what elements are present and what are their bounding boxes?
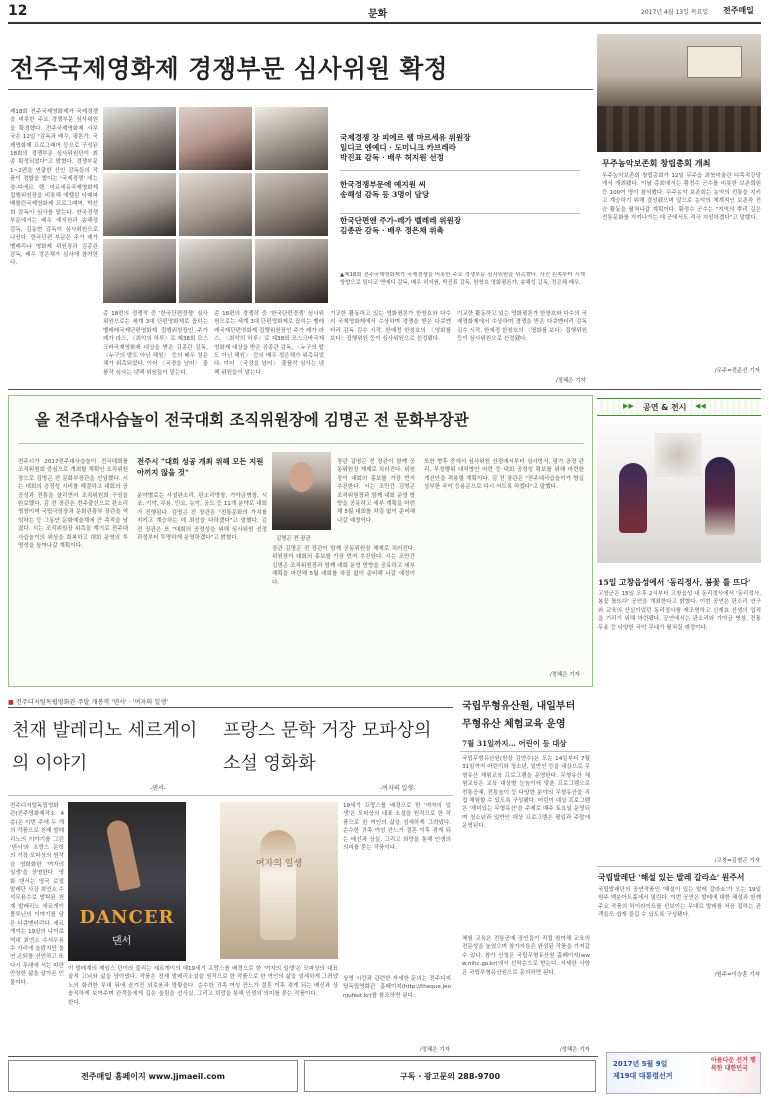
film-headline-rule [8,795,453,796]
top-body-col4: 기교한 활동하고 있는 영화평론가 한창호와 다수의 국제영화제에서 수상하며 경쟁을 받은 다큐멘터리 감독 김수 시작, 한예정 한창호의 〈영화를 보다〉집행위원 등이 심사위원으로 선정됐다. [330,311,451,343]
performer-left [619,463,647,533]
heritage-body: 국립무형유산원(원장 김연수)은 오는 14일부터 7월 31일까지 어린이와 청소년, 일반인 등을 대상으로 무형유산 체험교육 프로그램을 운영한다. 무형유산 체험교육은 교육 대상별 눈높이에 맞춘 프로그램으로 전통공예, 전통놀이 등 다양한 분야의 무형유산을 직접 체험할 수 있도록 구성됐다. 어린이 대상 프로그램은 '재미있는 무형유산'을 주제로 매주 토요일 운영되며 청소년과 일반인 대상 프로그램은 평일과 주말에 운영된다. [462,756,590,830]
heritage-body-2: 체험 교육은 전통공예 장인들이 직접 참여해 교육의 전문성을 높였으며 참가자들은 완성된 작품을 가져갈 수 있다. 참가 신청은 국립무형유산원 홈페이지(www.nihc.go.kr)에서 선착순으로 받는다. 자세한 사항은 국립무형유산원으로 문의하면 된다. [462,936,590,976]
dancer-poster-title: DANCER [79,907,175,928]
woman-body-col3: 19세기 프랑스를 배경으로 한 '여자의 일생'은 모파상의 대표 소설을 원작으로 한 작품으로 한 여인의 삶을 섬세하게 그려냈다. 순수한 귀족 여성 잔느가 결혼 이후 겪게 되는 배신과 상실, 그리고 희망을 통해 인생의 의미를 묻는 작품이다. [343,803,451,852]
jury-line-6: 한국단편엔 주가-레가 벨레레 위원장 [340,216,462,226]
ballet-gala-body: 국립발레단의 공연작품인 '해설이 있는 발레 갈라쇼'가 오는 19일 원주 백운아트홀에서 열린다. 이번 공연은 발레에 대한 해설과 함께 주요 작품의 하이라이트를 선보이는 무대로 발레를 처음 접하는 관객들도 쉽게 즐길 수 있도록 구성됐다. [598,887,761,919]
jury-subheads [340,133,580,236]
film-kicker-rule [8,707,453,708]
painted-backdrop [655,433,701,477]
gochang-body: 고창군은 15일 오후 2시부터 고창읍성 내 동리정사에서 '동리정사, 봄꽃 틀뜨다' 공연을 개최한다고 밝혔다. 이번 공연은 판소리 연구와 교육의 산실이었던 동리정사를 재조명하고 신재효 선생의 업적을 기리기 위해 마련됐다. 공연에서는 판소리와 가야금 병창, 전통무용 등 다양한 국악 무대가 펼쳐질 예정이다. [598,591,761,631]
conference-photo [597,34,761,152]
jury-divider-2 [340,213,580,214]
heritage-headline-2: 무형유산 체험교육 운영 [462,719,566,730]
jury-divider-1 [340,170,580,171]
woman-body-col4: 상영 시간과 관련한 자세한 문의는 전주디지털독립영화관 홈페이지(http://theque.jeonjufest.kr)를 참조하면 된다. [343,976,451,999]
top-byline: /정혜은 기자 [555,378,586,384]
performance-section-label: 공연 & 전시 [643,403,687,412]
dancer-figure [105,818,141,891]
dancer-poster-kr: 댄서 [112,936,132,947]
portrait-caption: 김명곤 전 장관 [276,536,311,542]
jury-photo-1 [103,107,176,170]
jury-photo-3 [255,107,328,170]
heritage-headline-1: 국립무형유산원, 내일부터 [462,701,576,712]
right-divider [597,866,761,867]
daesaseup-col4: 또한 향후 중에서 심사위원 선정에서부터 심사방식, 평가 공정 관리, 부정행위 대처방안 마련 등 대회 공정성 확보를 위해 마련한 개선안을 적용할 계획이다. 김 전 장관은 "전주대사습놀이가 명실상부한 국악 등용문으로 다시 서도록 하겠다"고 말했다. [424,459,584,491]
election-ad [606,1052,761,1094]
daesaseup-col1: 전주시가 2017전주대사습놀이 전국대회를 조직위원회 중심으로 개최할 계획인 조직위원장으로 김명곤 전 문화부장관을 선임했다. 시는 대회의 공정성 시비를 해결하고 대회의 공공성과 전통을 살리면서 조직위원회 구성을 완료했다. 김 전 장관은 전주출신으로 판소리 명창이며 국립극장장과 문화관광부 장관을 역임하는 등 그동안 문화예술계에 큰 족적을 남겼다. 시는 조직위원장 위촉을 계기로 전주대사습놀이의 위상을 회복하고 대회 운영의 투명성을 높여나갈 계획이다. [18,459,128,550]
gochang-byline: /고창=김형곤 기자 [714,858,760,864]
heritage-byline: /정혜은 기자 [559,1047,590,1053]
heritage-subhead: 7월 31일까지… 어린이 등 대상 [462,739,567,748]
issue-date: 2017년 4월 13일 목요일 [641,9,709,16]
performer-right [705,457,735,535]
jury-line-1: 국제경쟁 장 피에르 렘 마르세유 위원장 [340,133,471,142]
daesaseup-rule [18,443,584,444]
top-headline-rule [8,89,593,90]
kicker-bullet-icon: ■ [8,699,16,706]
performance-arrows-icon: ▶▶ [623,402,634,410]
portrait-face [289,462,314,492]
footer-rule [8,1056,598,1057]
top-photo-caption: ▲제18회 전주국제영화제가 국제경쟁을 비롯한 주요 경쟁부문 심사위원을 위촉했다. 사진 왼쪽부터 시계방향으로 일디코 엔예디 감독, 배우 허지원, 박진표 감독, 한창호 영화평론가, 송해성 감독, 정은채 배우. [340,272,585,286]
election-slogan: 아름다운 선거 행복한 대한민국 [711,1057,756,1072]
conference-body: 무주농악보존회 창립총회가 12일 무주읍 최북미술관 다목적강당에서 개최됐다. 이날 총회에서는 황정수 군수를 비롯한 보존회원 등 100여 명이 참석했다. 무주농악 보존회는 농악의 전통을 지키고 계승하기 위해 결성됐으며 앞으로 농악의 체계적인 보존과 전승 활동을 펼쳐나갈 계획이다. 황정수 군수는 "지역의 뿌리 깊은 전통문화를 지켜나가는 데 군에서도 적극 지원하겠다"고 말했다. [602,173,761,222]
daesaseup-headline: 올 전주대사습놀이 전국대회 조직위원장에 김명곤 전 문화부장관 [35,411,469,429]
conference-title: 무주농악보존회 창립총회 개최 [602,158,711,168]
jury-line-7: 김종관 감독 · 배우 정은채 위촉 [340,226,444,236]
footer-subscribe [304,1060,596,1092]
paper-name: 전주매일 [723,6,754,15]
header-rule [8,22,761,24]
audience-shape [597,106,761,152]
woman-poster-title: 여자의 일생 [255,859,303,869]
woman-life-headline: 프랑스 문학 거장 모파상의 소설 영화화 [223,720,432,774]
gochang-title: 15일 고창읍성에서 '동리정사, 봄꽃 틀 뜨다' [598,578,751,587]
jury-photo-6 [255,173,328,236]
screen-shape [687,46,742,78]
dancer-poster [68,802,186,961]
footer-subscribe-text: 구독 · 광고문의 288-9700 [399,1071,501,1081]
woman-body-col2: 19세기 프랑스를 배경으로 한 '여자의 일생'은 모파상의 대표 소설을 원작으로 한 작품으로 한 여인의 삶을 섬세하게 그려냈다. 순수한 귀족 여성 잔느가 결혼 이후 겪게 되는 배신과 상실, 그리고 희망을 통해 인생의 의미를 묻는 작품이다. [188,966,338,998]
performance-arrows-right-icon: ◀◀ [695,402,706,410]
woman-figure [260,830,296,940]
film-byline: /정혜은 기자 [419,1047,450,1053]
heritage-rule [460,751,590,752]
top-body-col5: 기교한 활동하고 있는 영화평론가 한창호와 다수의 국제영화제에서 수상하며 경쟁을 받은 다큐멘터리 감독 김수 시작, 한예정 한창호의 〈영화를 보다〉집행위원 등이 심사위원으로 선정됐다. [457,311,587,343]
dancer-subhead: -댄서- [150,785,166,792]
dancer-body-col1: 전주디지털독립영화관(전주영화제작소 4층)은 이번 주에 두 개의 작품으로 천재 발레리노의 이야기를 그린 '댄서'와 프랑스 문학의 거장 모파상의 원작을 영화화한 '여자의 일생'을 상영한다. 영화 댄서는 영국 로열 발레단 사상 최연소 수석무용수로 발탁된 천재 발레리노 세르게이 폴루닌의 이야기를 담은 다큐멘터리다. 세르게이는 19살의 나이로 역대 최연소 수석무용수 자리에 올랐지만 돌연 은퇴를 선언하고 또 다시 무대에 서는 파란만장한 삶을 살아온 인물이다. [10,803,64,986]
jury-photo-4 [103,173,176,236]
conference-byline: /무주=전준선 기자 [714,368,760,374]
top-body-col1: 제18회 전주국제영화제가 국제경쟁을 비롯한 주요 경쟁부문 심사위원을 확정했다. 전주국제영화제 사무국은 12일 "감독과 배우, 평론가, 국제영화제 프로그래머 등으로 구성된 18회의 경쟁부문 심사위원단이 최종 확정되었다"고 밝혔다. 경쟁부문 1~2편을 연출한 신인 감독들의 작품이 경합을 벌이는 '국제경쟁' 에는 장-피에르 렘 마르세유국제영화제 집행위원장을 비롯해 에펠린 다메파 베를린국제영화제 프로그래머, 박선희 감독이 심사를 맡는다. 한국경쟁부문에서는 배우 예지원과 송해성 감독, 김동현 감독이 심사위원으로 나선다. 한국단편 부문은 주가 레가 벨레리나 영화제 위원장과 김종관 감독, 배우 정은채가 심사에 참여한다. [10,109,98,267]
top-body-col3: 총 18편의 경쟁작 중 '한국단편경쟁' 심사위원으로는 세계 3대 단편영화제로 꼽히는 벨레레국제단편영화제 집행위원장인 주가 레가 라스, 〈최악의 하루〉로 제38회 모스크바국제영화제 대상을 받은 김종관 감독, 〈누구의 딸도 아닌 해원〉 등의 배우 정은채가 위촉되었다. 이어 〈국경을 넘어〉 출품작 심사는 넷팩 위원들이 맡는다. [214,311,324,376]
daesaseup-col3b: 장관 김명곤 전 장관이 함께 공동위원장 체제로 치러진다. 위원장이 대회의 홍보를 가장 먼저 추진한다. 시는 조만간 김명곤 조직위원장과 함께 대회 운영 방향을 공유하고 세부 계획을 마련해 5월 대회를 차질 없이 준비해 나갈 예정이다. [272,546,415,586]
film-kicker-text: 전주디지털독립영화관 주말 개봉작 '댄서' · '여자의 일생' [15,699,168,706]
woman-life-poster [220,802,338,959]
jury-line-4: 한국경쟁부문에 예지원 씨 [340,179,426,189]
jury-photo-5 [179,173,252,236]
section-title: 문화 [368,9,388,20]
election-date: 2017년 5월 9일 [613,1060,668,1068]
page-header [8,3,761,21]
jury-photo-grid [103,107,328,303]
daesaseup-byline: /정혜은 기자 [549,672,580,678]
footer-homepage-text: 전주매일 홈페이지 www.jjmaeil.com [81,1071,225,1081]
daesaseup-col3a: 장관 김명곤 전 장관이 함께 공동위원장 체제로 치러진다. 위원장이 대회의 홍보를 가장 먼저 추진한다. 시는 조만간 김명곤 조직위원장과 함께 대회 운영 방향을 공유하고 세부 계획을 마련해 5월 대회를 차질 없이 준비해 나갈 예정이다. [337,459,415,524]
gochang-performance-photo [597,423,761,563]
jury-photo-8 [179,239,252,303]
jury-line-5: 송해성 감독 등 3명이 담당 [340,189,430,199]
ballet-gala-headline: 국립발레단 '해설 있는 발레 갈라쇼' 원주서 [598,873,745,882]
daesaseup-quote-title: 전주시 "대회 성공 개최 위해 모든 지원 아끼지 않을 것" [137,457,264,477]
performance-section-bar [597,398,761,416]
top-bottom-rule [8,389,761,390]
ballet-gala-byline: /원주=이승훈 기자 [714,972,760,978]
footer-homepage [8,1060,298,1092]
jury-photo-9 [255,239,328,303]
kim-myeonggon-portrait [272,452,331,530]
dancer-headline: 천재 발레리노 세르게이의 이야기 [12,720,198,774]
jury-line-3: 박진표 감독 · 배우 허지원 선정 [340,153,444,163]
page-number: 12 [8,3,28,19]
film-kicker [8,697,453,706]
jury-line-2: 일디코 엔예디 · 도미니크 카브레라 [340,143,456,153]
jury-photo-7 [103,239,176,303]
daesaseup-col2: 분야별로는 사설판소리, 판소리명창, 가야금병창, 시조, 기악, 무용, 민요, 농악, 궁도 등 11개 분야로 대회가 진행된다. 김명곤 전 장관은 "전통문화의 가치를 지키고 계승하는 데 최선을 다하겠다"고 말했다. 김 전 장관은 또 "대회의 공정성을 위해 심사위원 선정 과정부터 투명하게 운영하겠다"고 밝혔다. [137,493,267,542]
woman-life-subhead: -여자의 일생- [380,785,416,792]
dancer-body-col2: 이 발레계의 제임스 딘이라 불리는 세르게이의 예술적 고뇌와 삶을 담아냈다. 작품은 천재 발레리노의 화려한 무대 뒤에 숨겨진 외로움과 방황을 솔직하게 보여주며 관객들에게 깊은 울림을 선사한다. [68,966,188,1006]
election-name: 제19대 대통령선거 [613,1072,673,1080]
top-headline: 전주국제영화제 경쟁부문 심사위원 확정 [10,54,448,83]
jury-photo-2 [179,107,252,170]
top-body-col2: 총 18편의 경쟁작 중 '한국단편경쟁' 심사위원으로는 세계 3대 단편영화제로 꼽히는 벨레레국제단편영화제 집행위원장인 주가 레가 라스, 〈최악의 하루〉로 제38회 모스크바국제영화제 대상을 받은 김종관 감독, 〈누구의 딸도 아닌 해원〉 등의 배우 정은채가 위촉되었다. 이어 〈국경을 넘어〉 출품작 심사는 넷팩 위원들이 맡는다. [103,311,208,376]
